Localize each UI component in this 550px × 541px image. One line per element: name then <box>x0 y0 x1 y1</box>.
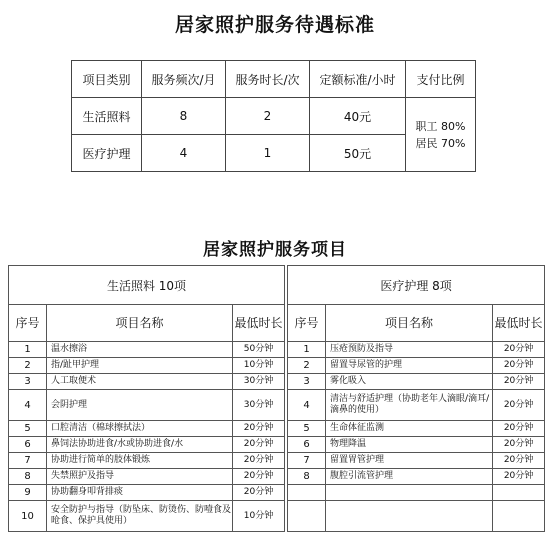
empty-cell <box>493 485 545 501</box>
left-name: 安全防护与指导（防坠床、防烫伤、防噎食及呛食、保护具使用） <box>47 501 233 532</box>
right-no: 3 <box>288 374 326 390</box>
left-min: 10分钟 <box>233 358 285 374</box>
empty-cell <box>493 501 545 532</box>
left-min: 50分钟 <box>233 342 285 358</box>
right-no: 7 <box>288 453 326 469</box>
right-name: 留置导尿管的护理 <box>326 358 493 374</box>
empty-cell <box>288 501 326 532</box>
table-row <box>9 485 545 501</box>
row-category: 医疗护理 <box>72 135 142 172</box>
standard-row <box>72 98 476 135</box>
left-name: 人工取便术 <box>47 374 233 390</box>
empty-cell <box>288 485 326 501</box>
header-rate: 定额标准/小时 <box>310 61 406 98</box>
payment-employee: 职工 80% <box>415 119 466 133</box>
empty-cell <box>326 485 493 501</box>
payment-resident: 居民 70% <box>415 136 466 150</box>
row-frequency: 4 <box>142 135 226 172</box>
right-col-min: 最低时长 <box>493 305 545 342</box>
left-name: 指/趾甲护理 <box>47 358 233 374</box>
services-table <box>8 265 545 532</box>
table-row <box>9 501 545 532</box>
row-category: 生活照料 <box>72 98 142 135</box>
left-min: 30分钟 <box>233 390 285 421</box>
right-min: 20分钟 <box>493 374 545 390</box>
standard-title: 居家照护服务待遇标准 <box>174 14 375 36</box>
payment-ratio-cell <box>406 98 476 172</box>
group-header-row <box>9 266 545 305</box>
right-name: 腹腔引流管护理 <box>326 469 493 485</box>
left-col-no: 序号 <box>9 305 47 342</box>
row-rate: 40元 <box>310 98 406 135</box>
left-name: 口腔清洁（棉球擦拭法） <box>47 421 233 437</box>
left-min: 20分钟 <box>233 437 285 453</box>
row-duration: 1 <box>226 135 310 172</box>
left-name: 鼻饲法协助进食/水或协助进食/水 <box>47 437 233 453</box>
right-name: 清洁与舒适护理（协助老年人滴眼/滴耳/滴鼻的使用） <box>326 390 493 421</box>
header-frequency: 服务频次/月 <box>142 61 226 98</box>
right-min: 20分钟 <box>493 469 545 485</box>
column-header-row <box>9 305 545 342</box>
left-no: 6 <box>9 437 47 453</box>
left-name: 协助翻身叩背排痰 <box>47 485 233 501</box>
left-no: 2 <box>9 358 47 374</box>
row-duration: 2 <box>226 98 310 135</box>
table-row <box>9 390 545 421</box>
table-row <box>9 374 545 390</box>
left-no: 4 <box>9 390 47 421</box>
right-no: 8 <box>288 469 326 485</box>
right-name: 生命体征监测 <box>326 421 493 437</box>
left-name: 会阴护理 <box>47 390 233 421</box>
left-min: 20分钟 <box>233 469 285 485</box>
right-group-header: 医疗护理 8项 <box>288 266 545 305</box>
empty-cell <box>326 501 493 532</box>
right-col-no: 序号 <box>288 305 326 342</box>
right-col-name: 项目名称 <box>326 305 493 342</box>
left-col-min: 最低时长 <box>233 305 285 342</box>
row-rate: 50元 <box>310 135 406 172</box>
table-row <box>9 469 545 485</box>
right-name: 留置胃管护理 <box>326 453 493 469</box>
left-name: 温水擦浴 <box>47 342 233 358</box>
right-min: 20分钟 <box>493 453 545 469</box>
left-min: 20分钟 <box>233 453 285 469</box>
table-row <box>9 342 545 358</box>
left-no: 8 <box>9 469 47 485</box>
left-group-header: 生活照料 10项 <box>9 266 285 305</box>
right-min: 20分钟 <box>493 342 545 358</box>
left-min: 20分钟 <box>233 421 285 437</box>
table-row <box>9 358 545 374</box>
standard-header-row <box>72 61 476 98</box>
header-duration: 服务时长/次 <box>226 61 310 98</box>
right-name: 雾化吸入 <box>326 374 493 390</box>
left-no: 3 <box>9 374 47 390</box>
right-min: 20分钟 <box>493 437 545 453</box>
standard-table <box>71 60 476 172</box>
right-min: 20分钟 <box>493 358 545 374</box>
header-category: 项目类别 <box>72 61 142 98</box>
left-min: 20分钟 <box>233 485 285 501</box>
table-row <box>9 437 545 453</box>
right-name: 物理降温 <box>326 437 493 453</box>
left-no: 7 <box>9 453 47 469</box>
left-col-name: 项目名称 <box>47 305 233 342</box>
left-min: 30分钟 <box>233 374 285 390</box>
left-no: 5 <box>9 421 47 437</box>
left-no: 10 <box>9 501 47 532</box>
right-name: 压疮预防及指导 <box>326 342 493 358</box>
table-row <box>9 453 545 469</box>
header-payment: 支付比例 <box>406 61 476 98</box>
right-no: 4 <box>288 390 326 421</box>
table-row <box>9 421 545 437</box>
left-name: 失禁照护及指导 <box>47 469 233 485</box>
left-no: 9 <box>9 485 47 501</box>
services-title: 居家照护服务项目 <box>203 240 347 260</box>
right-min: 20分钟 <box>493 390 545 421</box>
right-no: 1 <box>288 342 326 358</box>
left-no: 1 <box>9 342 47 358</box>
right-min: 20分钟 <box>493 421 545 437</box>
right-no: 2 <box>288 358 326 374</box>
left-name: 协助进行简单的肢体锻炼 <box>47 453 233 469</box>
row-frequency: 8 <box>142 98 226 135</box>
left-min: 10分钟 <box>233 501 285 532</box>
right-no: 5 <box>288 421 326 437</box>
right-no: 6 <box>288 437 326 453</box>
